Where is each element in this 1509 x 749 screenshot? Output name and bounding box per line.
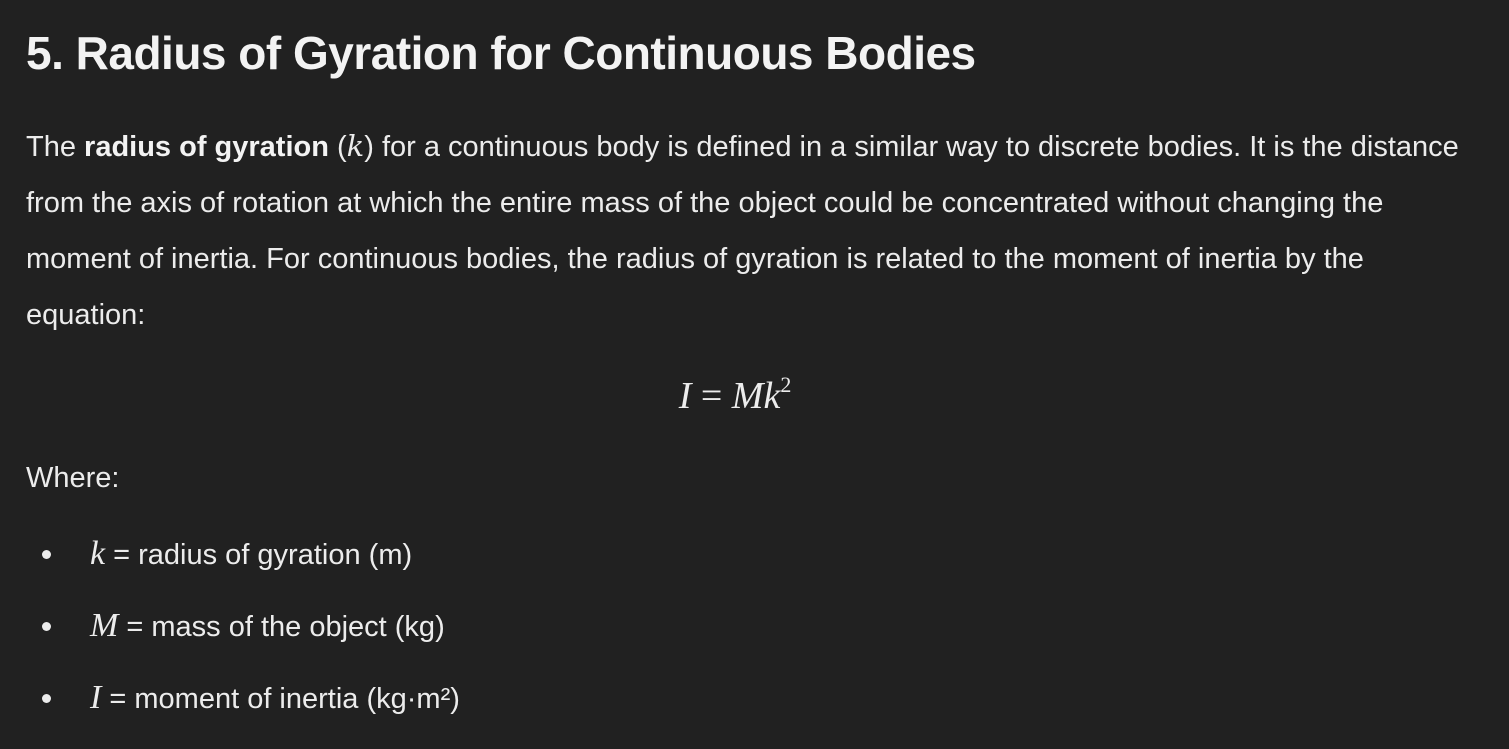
equation-mass: M: [731, 375, 764, 417]
list-item-symbol: k: [90, 535, 106, 572]
para-intro: The: [26, 131, 85, 163]
list-item: [26, 518, 460, 590]
list-item-text: = mass of the object (kg): [118, 611, 445, 643]
para-symbol-k: k: [346, 129, 365, 163]
bullet-dot: [42, 550, 51, 559]
equation-k: k: [763, 375, 781, 417]
section-heading: 5. Radius of Gyration for Continuous Bodies: [26, 27, 976, 79]
para-rest: ) for a continuous body is defined in a similar way to discrete bodies. It is the distance from the axis of rotation at which the entire mass of the object could be concentrated without changing the moment of inertia. For continuous bodies, the radius of gyration is related to the moment of inertia by the equation:: [26, 131, 1459, 331]
equation-block: [26, 372, 1444, 418]
where-label: Where:: [26, 462, 120, 494]
list-item-text: = radius of gyration (m): [105, 539, 413, 571]
para-open-paren: (: [328, 131, 347, 163]
equation-equals: =: [691, 375, 732, 417]
equation-lhs: I: [678, 375, 692, 417]
list-item: [26, 590, 460, 662]
list-item-symbol: I: [90, 679, 102, 716]
equation-exponent: 2: [780, 372, 792, 397]
list-item-symbol: M: [90, 607, 119, 644]
definition-paragraph: [26, 118, 1466, 343]
bullet-dot: [42, 622, 51, 631]
bullet-dot: [42, 694, 51, 703]
list-item-text: = moment of inertia (kg·m²): [101, 683, 460, 715]
variable-list: [26, 518, 460, 734]
para-bold-term: radius of gyration: [84, 131, 329, 163]
list-item: [26, 662, 460, 734]
